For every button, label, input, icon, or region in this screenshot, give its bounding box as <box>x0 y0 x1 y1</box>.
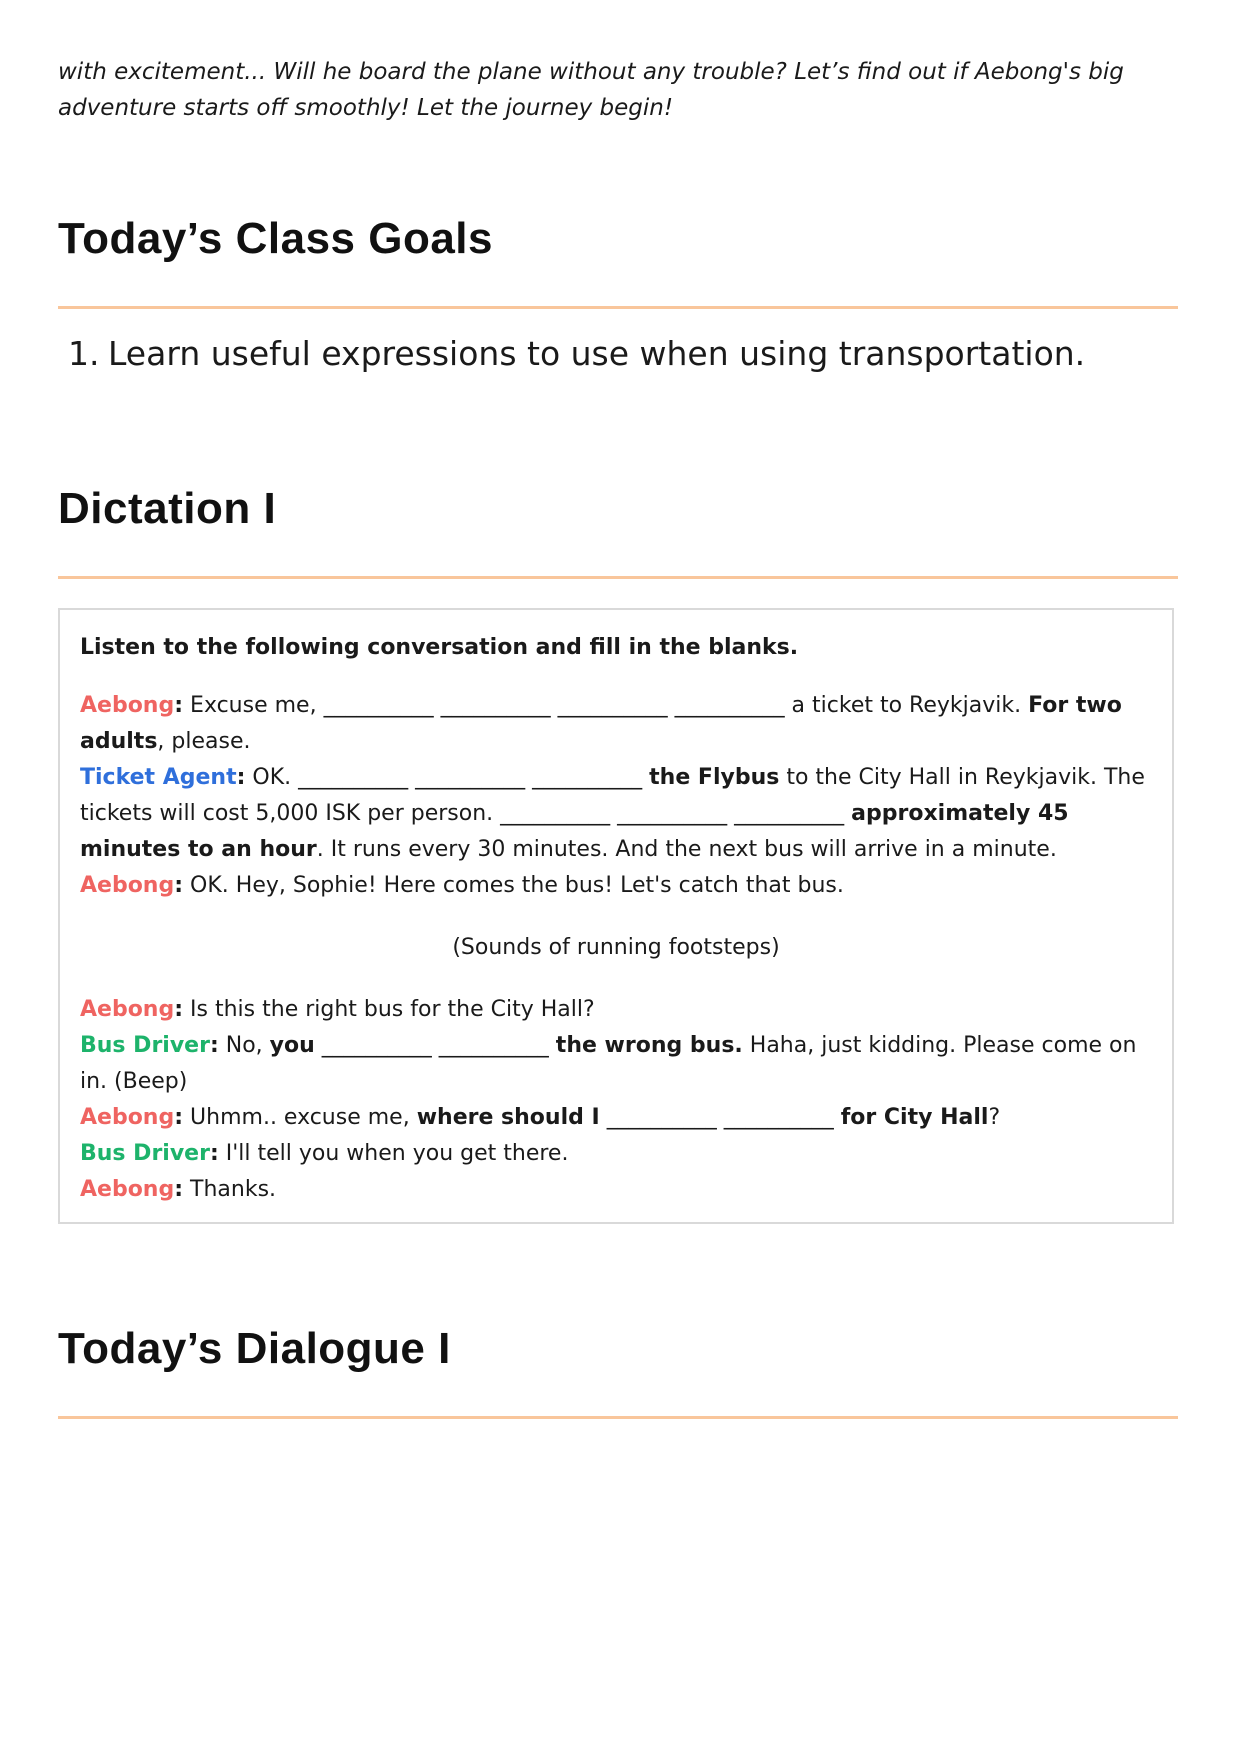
speaker-bus-driver: Bus Driver <box>80 1141 210 1166</box>
bold-text: approximately 45 minutes to an hour <box>80 801 1069 862</box>
speaker-colon: : <box>209 1141 219 1166</box>
speaker-aebong: Aebong <box>80 873 175 898</box>
blank: __________ <box>606 1105 717 1130</box>
blank: __________ <box>674 693 785 718</box>
speaker-colon: : <box>174 693 184 718</box>
blank: __________ <box>723 1105 834 1130</box>
blank: __________ <box>323 693 434 718</box>
dialogue-line-4 <box>80 992 1152 1028</box>
intro-line-2: adventure starts off smoothly! Let the journey begin! <box>58 95 674 121</box>
line-text: Thanks. <box>183 1177 277 1202</box>
line-text: ? <box>988 1105 1001 1130</box>
dialogue-line-1 <box>80 688 1152 760</box>
goals-divider <box>58 306 1178 309</box>
speaker-aebong: Aebong <box>80 693 175 718</box>
bold-text: For two adults <box>80 693 1122 754</box>
speaker-colon: : <box>174 873 184 898</box>
goals-list <box>68 334 1085 373</box>
dialogue-title: Today’s Dialogue I <box>58 1324 451 1373</box>
blank: __________ <box>734 801 845 826</box>
intro-line-1: with excitement... Will he board the plane without any trouble? Let’s find out if Aebong's big <box>58 59 1124 85</box>
dictation-instruction: Listen to the following conversation and fill in the blanks. <box>80 635 799 660</box>
speaker-bus-driver: Bus Driver <box>80 1033 210 1058</box>
bold-text: the wrong bus. <box>555 1033 743 1058</box>
dialogue-line-3 <box>80 868 1152 904</box>
intro-text <box>58 54 1188 126</box>
blank: __________ <box>557 693 668 718</box>
blank: __________ <box>440 693 551 718</box>
speaker-colon: : <box>236 765 246 790</box>
blank: __________ <box>532 765 643 790</box>
dialogue-line-7 <box>80 1136 1152 1172</box>
line-text: . It runs every 30 minutes. And the next bus will arrive in a minute. <box>316 837 1057 862</box>
goal-text: Learn useful expressions to use when using transportation. <box>108 334 1086 373</box>
blank: __________ <box>617 801 728 826</box>
line-text: Uhmm.. excuse me, <box>183 1105 417 1130</box>
speaker-aebong: Aebong <box>80 997 175 1022</box>
line-text: I'll tell you when you get there. <box>218 1141 569 1166</box>
speaker-colon: : <box>209 1033 219 1058</box>
dialogue-divider <box>58 1416 1178 1419</box>
bold-text: for City Hall <box>840 1105 989 1130</box>
goal-item <box>68 334 1085 373</box>
line-text: , please. <box>157 729 251 754</box>
blank: __________ <box>438 1033 549 1058</box>
dictation-divider <box>58 576 1178 579</box>
goal-number: 1. <box>68 334 100 373</box>
line-text: a ticket to Reykjavik. <box>784 693 1029 718</box>
speaker-colon: : <box>174 1105 184 1130</box>
dictation-title: Dictation I <box>58 484 277 533</box>
line-text: to the City Hall in Reykjavik. The tickets will cost 5,000 ISK per person. <box>80 765 1145 826</box>
blank: __________ <box>415 765 526 790</box>
dialogue-line-8 <box>80 1172 1152 1208</box>
line-text: Is this the right bus for the City Hall? <box>183 997 595 1022</box>
blank: __________ <box>500 801 611 826</box>
line-text: No, <box>218 1033 270 1058</box>
dialogue-line-5 <box>80 1028 1152 1100</box>
goals-title: Today’s Class Goals <box>58 214 493 263</box>
dictation-box <box>58 608 1174 1224</box>
bold-text: you <box>269 1033 315 1058</box>
blank: __________ <box>321 1033 432 1058</box>
blank: __________ <box>298 765 409 790</box>
dialogue-line-6 <box>80 1100 1152 1136</box>
bold-text: the Flybus <box>649 765 780 790</box>
speaker-colon: : <box>174 997 184 1022</box>
dialogue-line-2 <box>80 760 1152 868</box>
speaker-ticket-agent: Ticket Agent <box>80 765 237 790</box>
speaker-colon: : <box>174 1177 184 1202</box>
speaker-aebong: Aebong <box>80 1177 175 1202</box>
sound-effect: (Sounds of running footsteps) <box>452 935 780 960</box>
line-text: OK. Hey, Sophie! Here comes the bus! Let's catch that bus. <box>183 873 844 898</box>
speaker-aebong: Aebong <box>80 1105 175 1130</box>
line-text: Haha, just kidding. Please come on in. (Beep) <box>80 1033 1137 1094</box>
line-text: OK. <box>245 765 292 790</box>
bold-text: where should I <box>416 1105 600 1130</box>
line-text: Excuse me, <box>183 693 317 718</box>
